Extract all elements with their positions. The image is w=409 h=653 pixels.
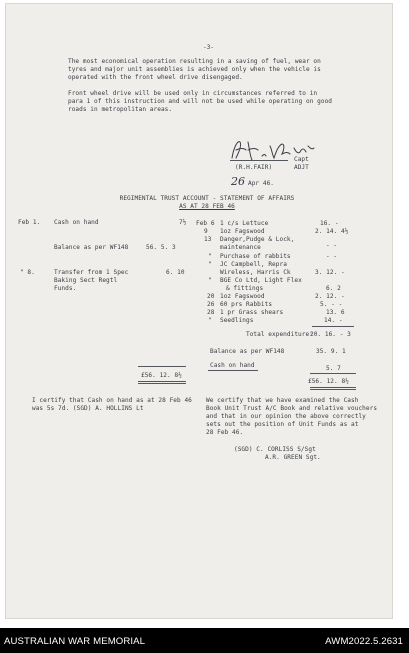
signatory-rank-2: ADJT <box>294 164 309 171</box>
archive-footer-bar <box>0 628 409 653</box>
payment-date-1: Feb 6 <box>196 220 215 227</box>
payment-desc-10: 1oz Fagswood <box>220 293 265 300</box>
receipt-amount-3: 6. 10 <box>166 269 185 276</box>
payment-desc-13: Seedlings <box>220 317 254 324</box>
certify-right-line-4: sets out the position of Unit Funds as at <box>206 421 359 428</box>
date-day-handwritten: 26 <box>231 175 246 188</box>
payment-amount-2: 2. 14. 4½ <box>315 228 349 235</box>
payment-desc-5: Purchase of rabbits <box>220 253 291 260</box>
payment-desc-8: BGE Co Ltd, Light Flex <box>220 277 302 284</box>
intro-paragraph-1-line-2: tyres and major unit assemblies is achieved only when the vehicle is <box>68 66 321 73</box>
balance-amount: 35. 9. 1 <box>316 348 346 355</box>
payment-date-8: " <box>208 277 212 284</box>
intro-paragraph-1-line-3: operated with the front wheel drive disengaged. <box>68 74 243 81</box>
receipts-total: £56. 12. 8½ <box>141 372 182 379</box>
payment-date-12: 28 <box>207 309 215 316</box>
certify-right-line-1: We certify that we have examined the Cash <box>206 397 359 404</box>
document-page <box>6 4 392 618</box>
certify-right-line-3: and that in our opinion the above correctly <box>206 413 366 420</box>
payment-desc-11: 60 prs Rabbits <box>220 301 273 308</box>
payment-desc-7: Wireless, Harris Ck <box>220 269 291 276</box>
receipt-desc-1: Cash on hand <box>54 219 99 226</box>
payment-date-5: " <box>208 253 212 260</box>
receipt-date-1: Feb 1. <box>18 219 41 226</box>
payment-desc-3: Danger,Pudge & Lock, <box>220 236 295 243</box>
payment-date-3: 13 <box>204 236 212 243</box>
certify-left-line-2: was 5s 7d. (SGD) A. HOLLINS Lt <box>32 405 144 412</box>
payment-date-10: 20 <box>207 293 215 300</box>
archive-name: AUSTRALIAN WAR MEMORIAL <box>4 636 146 647</box>
receipt-desc-3-line-2: Baking Sect Regtl <box>54 277 118 284</box>
payment-desc-9: & fittings <box>226 285 264 292</box>
total-expenditure-label: Total expenditure: <box>246 331 313 338</box>
payment-amount-5: - - <box>326 253 338 260</box>
cash-on-hand-label: Cash on hand <box>210 362 255 369</box>
payment-amount-13: 14. - <box>324 317 343 324</box>
payment-desc-2: 1oz Fagswood <box>220 228 265 235</box>
payment-desc-12: 1 pr Grass shears <box>220 309 284 316</box>
payment-amount-12: 13. 6 <box>326 309 345 316</box>
payment-date-2: 9 <box>204 228 208 235</box>
account-subheading: AS AT 28 FEB 46 <box>179 203 235 210</box>
signatory-rank-1: Capt <box>294 156 309 163</box>
signature-underline <box>230 160 288 161</box>
total-expenditure-amount: 20. 16. - 3 <box>310 331 351 338</box>
receipts-double-rule-2 <box>138 383 186 384</box>
intro-paragraph-1-line-1: The most economical operation resulting in a saving of fuel, wear on <box>68 58 321 65</box>
payment-date-13: " <box>208 317 212 324</box>
payments-total: £56. 12. 8½ <box>308 378 349 385</box>
payment-desc-6: JC Campbell, Repra <box>220 261 287 268</box>
account-heading: REGIMENTAL TRUST ACCOUNT - STATEMENT OF AFFAIRS <box>119 195 295 202</box>
signer-2: A.R. GREEN Sgt. <box>265 454 321 461</box>
signatory-name: (R.H.FAIR) <box>235 164 273 171</box>
certify-right-line-5: 28 Feb 46. <box>206 429 244 436</box>
signer-1: (SGD) C. CORLISS S/Sgt <box>234 446 316 453</box>
intro-paragraph-2-line-3: roads in metropolitan areas. <box>68 106 173 113</box>
payment-amount-1: 16. - <box>320 220 339 227</box>
payments-total-rule <box>310 373 356 374</box>
receipts-total-rule <box>138 366 186 367</box>
expenditure-rule <box>312 326 354 327</box>
balance-label: Balance as per WF148 <box>210 348 285 355</box>
payment-amount-3: - - <box>326 242 338 249</box>
receipt-date-3: " 8. <box>20 269 35 276</box>
payment-amount-9: 6. 2 <box>326 285 341 292</box>
certify-left-line-1: I certify that Cash on hand as at 28 Feb 46 <box>32 397 192 404</box>
payment-desc-1: 1 c/s Lettuce <box>220 220 269 227</box>
payment-date-6: " <box>208 261 212 268</box>
payment-desc-3b: maintenance <box>220 244 261 251</box>
cash-on-hand-underline <box>208 370 258 371</box>
payment-amount-10: 2. 12. - <box>315 293 345 300</box>
intro-paragraph-2-line-2: para 1 of this instruction and will not be used while operating on good <box>68 98 333 105</box>
payment-first-amount: 7½ <box>179 219 187 226</box>
payments-double-rule-1 <box>310 387 356 388</box>
cash-on-hand-amount: 5. 7 <box>326 365 341 372</box>
receipt-desc-2: Balance as per WF148 <box>54 244 129 251</box>
page-number: -3- <box>203 44 215 51</box>
certify-right-line-2: Book Unit Trust A/C Book and relative vouchers <box>206 405 378 412</box>
payment-amount-11: 5. - - <box>320 301 343 308</box>
date-month-year: Apr 46. <box>248 180 275 187</box>
receipt-desc-3-line-1: Transfer from 1 Spec <box>54 269 129 276</box>
payment-amount-7: 3. 12. - <box>315 269 345 276</box>
receipt-desc-3-line-3: Funds. <box>54 285 77 292</box>
archive-reference: AWM2022.5.2631 <box>325 636 403 647</box>
payments-double-rule-2 <box>310 389 356 390</box>
receipts-double-rule-1 <box>138 381 186 382</box>
receipt-amount-2: 56. 5. 3 <box>146 244 176 251</box>
intro-paragraph-2-line-1: Front wheel drive will be used only in circumstances referred to in <box>68 90 318 97</box>
payment-date-11: 26 <box>207 301 215 308</box>
